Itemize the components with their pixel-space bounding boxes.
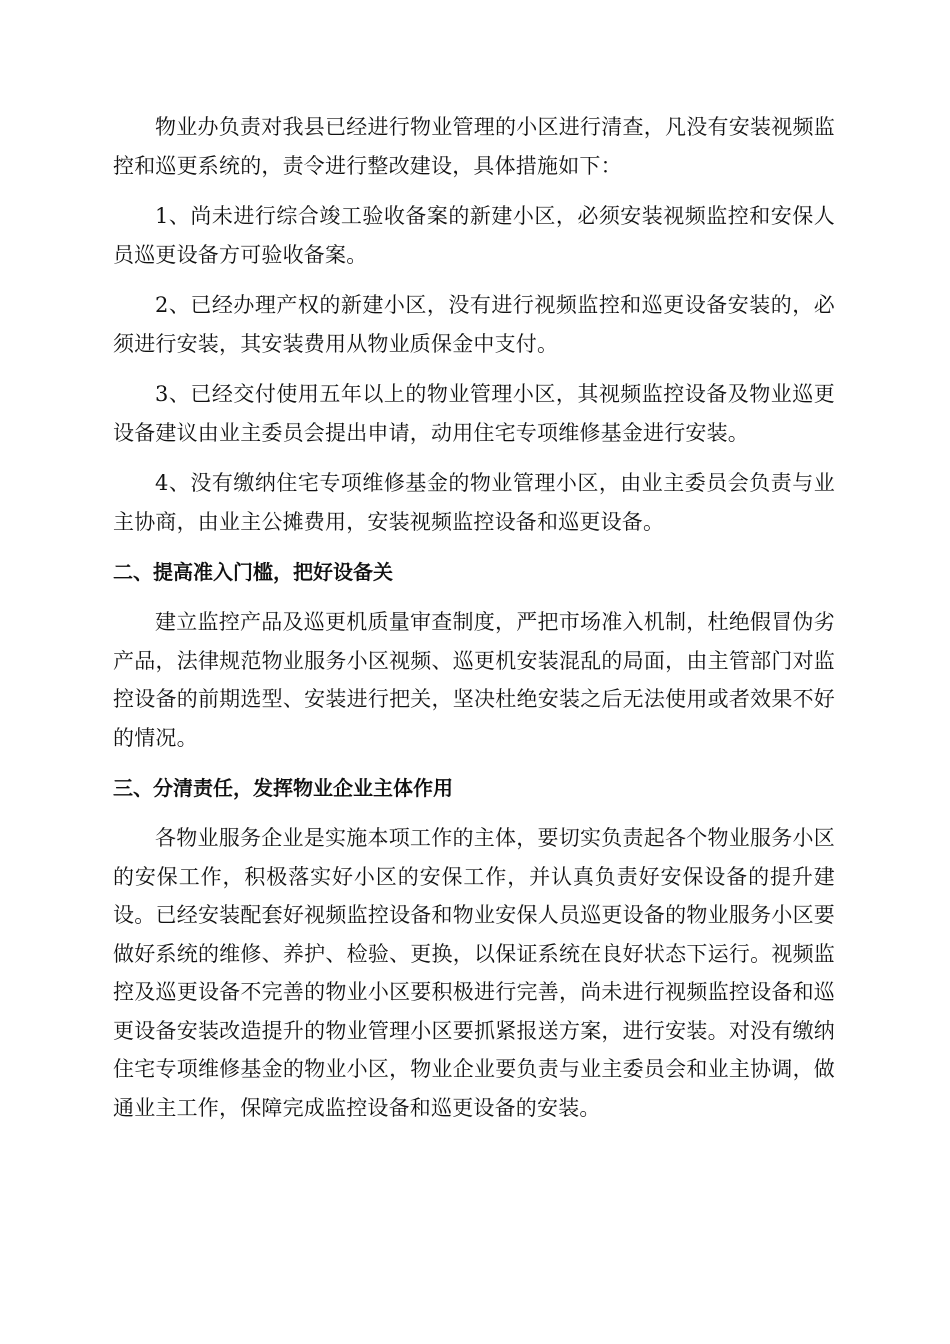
section-2-heading: 二、提高准入门槛，把好设备关 [113,560,393,584]
measure-item-4: 4、没有缴纳住宅专项维修基金的物业管理小区，由业主委员会负责与业主协商，由业主公摊费用，安装视频监控设备和巡更设备。 [113,471,835,534]
measure-item-1: 1、尚未进行综合竣工验收备案的新建小区，必须安装视频监控和安保人员巡更设备方可验收备案。 [113,204,835,267]
section-3-heading: 三、分清责任，发挥物业企业主体作用 [113,776,453,800]
document-page [113,108,835,1139]
intro-paragraph: 物业办负责对我县已经进行物业管理的小区进行清查，凡没有安装视频监控和巡更系统的，责令进行整改建设，具体措施如下： [113,115,835,178]
measure-item-2: 2、已经办理产权的新建小区，没有进行视频监控和巡更设备安装的，必须进行安装，其安装费用从物业质保金中支付。 [113,293,835,356]
section-3-paragraph: 各物业服务企业是实施本项工作的主体，要切实负责起各个物业服务小区的安保工作，积极落实好小区的安保工作，并认真负责好安保设备的提升建设。已经安装配套好视频监控设备和物业安保人员巡更设备的物业服务小区要做好系统的维修、养护、检验、更换，以保证系统在良好状态下运行。视频监控及巡更设备不完善的物业小区要积极进行完善，尚未进行视频监控设备和巡更设备安装改造提升的物业管理小区要抓紧报送方案，进行安装。对没有缴纳住宅专项维修基金的物业小区，物业企业要负责与业主委员会和业主协调，做通业主工作，保障完成监控设备和巡更设备的安装。 [113,826,835,1120]
measure-item-3: 3、已经交付使用五年以上的物业管理小区，其视频监控设备及物业巡更设备建议由业主委员会提出申请，动用住宅专项维修基金进行安装。 [113,382,835,445]
section-2-paragraph: 建立监控产品及巡更机质量审查制度，严把市场准入机制，杜绝假冒伪劣产品，法律规范物业服务小区视频、巡更机安装混乱的局面，由主管部门对监控设备的前期选型、安装进行把关，坚决杜绝安装之后无法使用或者效果不好的情况。 [113,610,835,750]
